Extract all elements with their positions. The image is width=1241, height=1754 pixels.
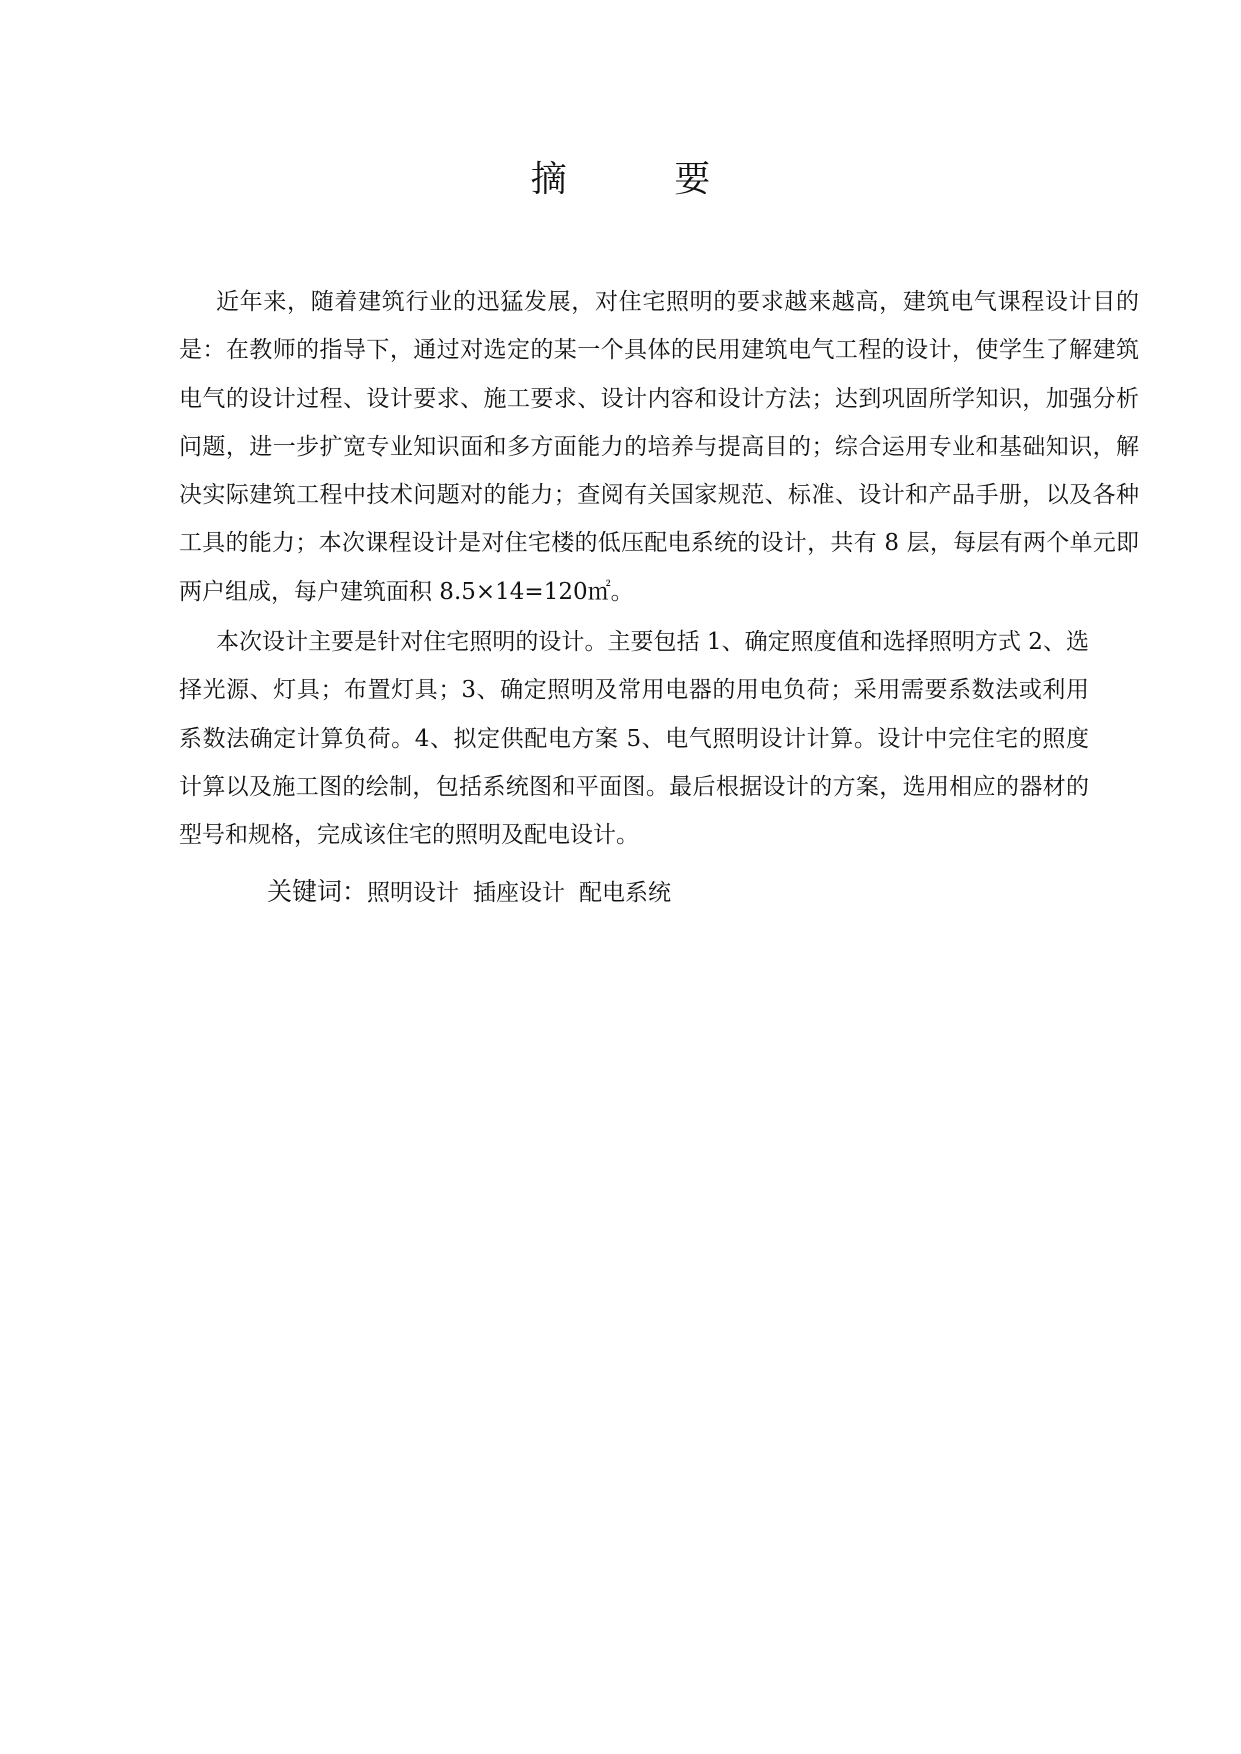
abstract-paragraph-1: 近年来，随着建筑行业的迅猛发展，对住宅照明的要求越来越高，建筑电气课程设计目的是：在教师的指导下，通过对选定的某一个具体的民用建筑电气工程的设计，使学生了解建筑电气的设计过程、设计要求、施工要求、设计内容和设计方法；达到巩固所学知识，加强分析问题，进一步扩宽专业知识面和多方面能力的培养与提高目的；综合运用专业和基础知识，解决实际建筑工程中技术问题对的能力；查阅有关国家规范、标准、设计和产品手册，以及各种工具的能力；本次课程设计是对住宅楼的低压配电系统的设计，共有 8 层，每层有两个单元即两户组成，每户建筑面积 8.5×14=120㎡。 (179, 289, 1139, 605)
page-title: 摘 要 (530, 159, 759, 200)
keyword-item: 插座设计 (473, 880, 566, 906)
keyword-item: 照明设计 (367, 880, 460, 906)
keywords-line (267, 872, 685, 913)
keywords-label: 关键词： (267, 877, 368, 906)
keyword-item: 配电系统 (579, 880, 672, 906)
abstract-paragraph-2: 本次设计主要是针对住宅照明的设计。主要包括 1、确定照度值和选择照明方式 2、选择光源、灯具；布置灯具；3、确定照明及常用电器的用电负荷；采用需要系数法或利用系数法确定计算负荷。4、拟定供配电方案 5、电气照明设计计算。设计中完住宅的照度计算以及施工图的绘制，包括系统图和平面图。最后根据设计的方案，选用相应的器材的型号和规格，完成该住宅的照明及配电设计。 (179, 629, 1089, 849)
